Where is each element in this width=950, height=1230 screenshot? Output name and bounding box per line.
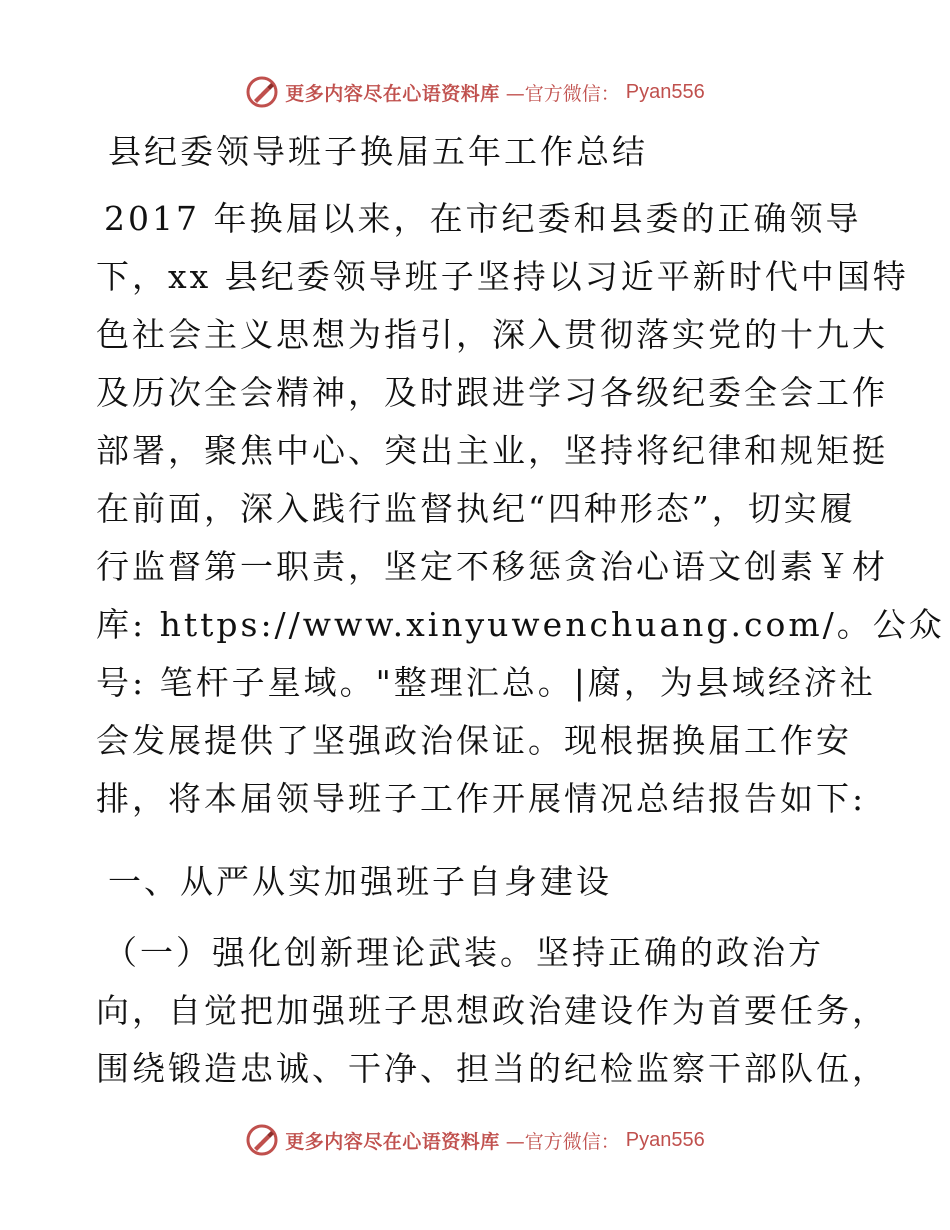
paragraph-line: 在前面，深入践行监督执纪“四种形态”，切实履 xyxy=(96,489,856,528)
document-title: 县纪委领导班子换届五年工作总结 xyxy=(108,132,648,171)
paragraph-line: 2017 年换届以来，在市纪委和县委的正确领导 xyxy=(104,199,862,238)
watermark-wechat-id: Pyan556 xyxy=(625,1128,705,1151)
watermark-main-text: 更多内容尽在心语资料库 xyxy=(285,82,500,105)
intro-paragraph xyxy=(96,190,945,828)
paragraph-line: 会发展提供了坚强政治保证。现根据换届工作安 xyxy=(96,721,852,760)
paragraph-line: 色社会主义思想为指引，深入贯彻落实党的十九大 xyxy=(96,315,888,354)
paragraph-line: 号: 笔杆子星域。"整理汇总。|腐，为县域经济社 xyxy=(96,663,876,702)
section-heading: 一、从严从实加强班子自身建设 xyxy=(108,862,612,901)
paragraph-line: 部署，聚焦中心、突出主业，坚持将纪律和规矩挺 xyxy=(96,431,888,470)
watermark-separator: —官方微信： xyxy=(505,82,620,105)
pen-logo-icon xyxy=(245,1123,279,1157)
paragraph-line: 库: https://www.xinyuwenchuang.com/。公众 xyxy=(96,605,945,644)
pen-logo-icon xyxy=(245,75,279,109)
watermark-main-text: 更多内容尽在心语资料库 xyxy=(285,1130,500,1153)
paragraph-line: 及历次全会精神，及时跟进学习各级纪委全会工作 xyxy=(96,373,888,412)
header-watermark xyxy=(0,72,950,112)
paragraph-line: 排，将本届领导班子工作开展情况总结报告如下: xyxy=(96,779,867,818)
subsection-paragraph xyxy=(96,924,888,1098)
watermark-separator: —官方微信： xyxy=(505,1130,620,1153)
watermark-wechat-id: Pyan556 xyxy=(625,80,705,103)
paragraph-line: 围绕锻造忠诚、干净、担当的纪检监察干部队伍， xyxy=(96,1049,888,1088)
footer-watermark xyxy=(0,1120,950,1160)
paragraph-line: 向，自觉把加强班子思想政治建设作为首要任务， xyxy=(96,991,888,1030)
paragraph-line: （一）强化创新理论武装。坚持正确的政治方 xyxy=(104,933,824,972)
paragraph-line: 下，xx 县纪委领导班子坚持以习近平新时代中国特 xyxy=(96,257,909,296)
paragraph-line: 行监督第一职责，坚定不移惩贪治心语文创素￥材 xyxy=(96,547,888,586)
